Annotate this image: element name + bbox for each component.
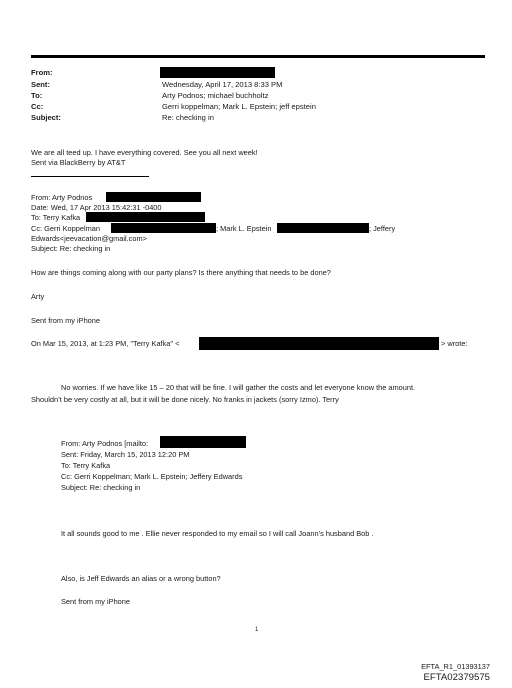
header-cc-row <box>31 102 316 112</box>
header-subject-row <box>31 113 214 123</box>
redaction-from <box>160 67 275 78</box>
redaction-quoted1-to <box>86 212 205 222</box>
redaction-quoted1-email <box>199 337 439 350</box>
header-to-row <box>31 91 269 101</box>
reply-line-2: Shouldn’t be very costly at all, but it will be done nicely. No franks in jackets (sorry Izmo). Terry <box>31 395 339 404</box>
quoted1-cc-start: Cc: Gerri Koppelman <box>31 224 101 233</box>
from-label: From: <box>31 68 53 77</box>
reply-line-1: No worries. If we have like 15 – 20 that will be fine. I will gather the costs and let everyone know the amount. <box>61 383 416 392</box>
quoted1-to: To: Terry Kafka <box>31 213 81 222</box>
quoted1-sent-from: Sent from my iPhone <box>31 316 101 325</box>
quoted2-sent: Sent: Friday, March 15, 2013 12:20 PM <box>61 450 190 459</box>
redaction-quoted1-cc-1 <box>111 223 216 233</box>
header-sent-row <box>31 80 283 90</box>
sent-label: Sent: <box>31 80 50 89</box>
signature-separator <box>31 176 149 177</box>
redaction-quoted2-mailto <box>160 436 246 448</box>
redaction-quoted1-from <box>106 192 201 202</box>
bates-stamp-2: EFTA02379575 <box>423 672 490 683</box>
redaction-quoted1-cc-2 <box>277 223 369 233</box>
quoted2-body-2: Also, is Jeff Edwards an alias or a wrong button? <box>61 574 221 583</box>
body-line-2: Sent via BlackBerry by AT&T <box>31 158 126 167</box>
to-value: Arty Podnos; michael buchholtz <box>162 91 269 100</box>
quoted1-date: Date: Wed, 17 Apr 2013 15:42:31 -0400 <box>31 203 162 212</box>
quoted1-on-line-start: On Mar 15, 2013, at 1:23 PM, "Terry Kafka" < <box>31 339 180 348</box>
quoted1-cc-cont: Edwards<jeevacation@gmail.com> <box>31 234 147 243</box>
quoted1-question: How are things coming along with our party plans? Is there anything that needs to be done? <box>31 268 331 277</box>
quoted2-sent-from: Sent from my iPhone <box>61 597 131 606</box>
subject-value: Re: checking in <box>162 113 214 122</box>
quoted2-cc: Cc: Gerri Koppelman; Mark L. Epstein; Jeffery Edwards <box>61 472 243 481</box>
quoted1-sign: Arty <box>31 292 45 301</box>
page-number: 1 <box>255 627 259 633</box>
to-label: To: <box>31 91 43 100</box>
subject-label: Subject: <box>31 113 61 122</box>
quoted1-from: From: Arty Podnos <box>31 193 93 202</box>
quoted1-subject: Subject: Re: checking in <box>31 244 111 253</box>
quoted2-from: From: Arty Podnos [mailto: <box>61 439 149 448</box>
header-rule <box>31 55 485 58</box>
sent-value: Wednesday, April 17, 2013 8:33 PM <box>162 80 283 89</box>
cc-label: Cc: <box>31 102 44 111</box>
quoted2-body-1: It all sounds good to me . Ellie never responded to my email so I will call Joann’s husband Bob . <box>61 529 374 538</box>
header-from-row <box>31 68 53 78</box>
cc-value: Gerri koppelman; Mark L. Epstein; jeff epstein <box>162 102 316 111</box>
body-line-1: We are all teed up. I have everything covered. See you all next week! <box>31 148 258 157</box>
quoted2-subject: Subject: Re: checking in <box>61 483 141 492</box>
quoted1-on-line-end: > wrote: <box>441 339 468 348</box>
quoted1-cc-mid: ; Mark L. Epstein <box>216 224 272 233</box>
quoted2-to: To: Terry Kafka <box>61 461 111 470</box>
bates-stamp-1: EFTA_R1_01393137 <box>421 662 490 671</box>
quoted1-cc-end: ; Jeffery <box>369 224 396 233</box>
